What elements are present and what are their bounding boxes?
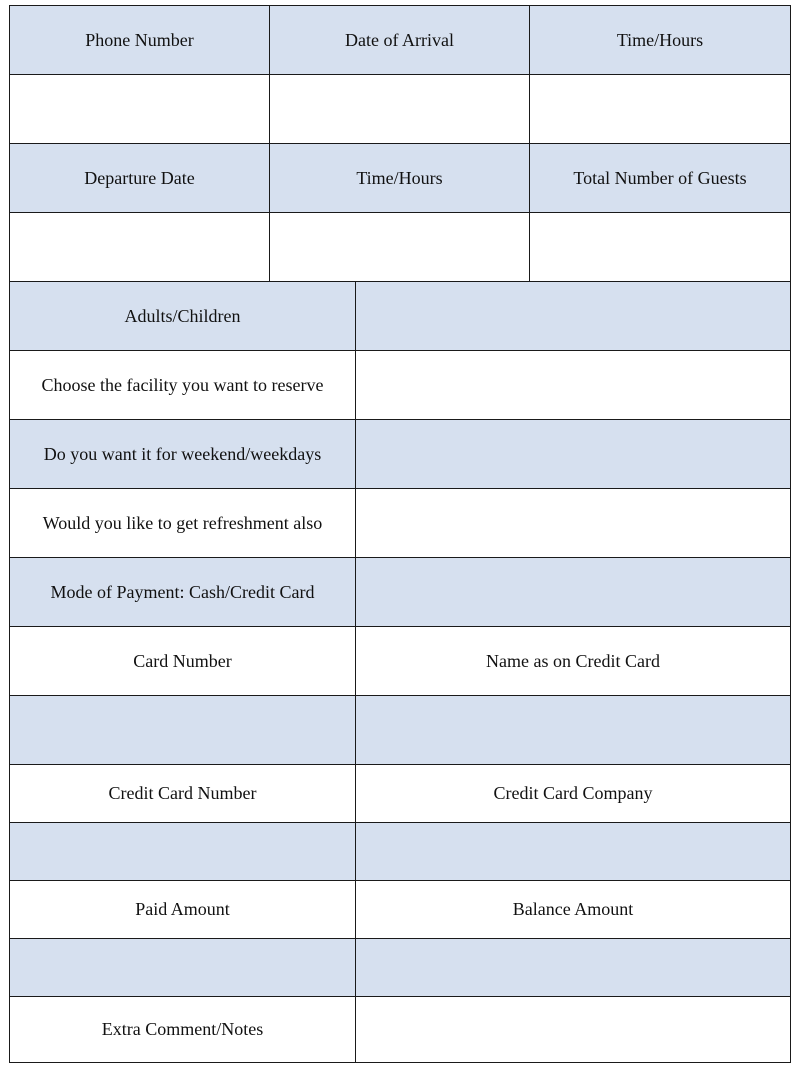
- extra-notes-label: Extra Comment/Notes: [10, 997, 356, 1063]
- arrival-time-field[interactable]: [530, 75, 791, 144]
- departure-time-field[interactable]: [270, 213, 530, 282]
- form-row-departure-guests-inputs: [10, 213, 791, 282]
- form-row-departure-guests: [10, 144, 791, 213]
- cc-company-field[interactable]: [356, 823, 791, 881]
- form-row-refreshment: [10, 489, 791, 558]
- total-guests-label: Total Number of Guests: [530, 144, 791, 213]
- arrival-time-label: Time/Hours: [530, 6, 791, 75]
- form-row-cc-labels: [10, 765, 791, 823]
- form-row-amount-inputs: [10, 939, 791, 997]
- cc-number-field[interactable]: [10, 823, 356, 881]
- form-row-adults-children: [10, 282, 791, 351]
- name-on-card-label: Name as on Credit Card: [356, 627, 791, 696]
- balance-amount-label: Balance Amount: [356, 881, 791, 939]
- total-guests-field[interactable]: [530, 213, 791, 282]
- paid-amount-field[interactable]: [10, 939, 356, 997]
- departure-date-field[interactable]: [10, 213, 270, 282]
- payment-mode-label: Mode of Payment: Cash/Credit Card: [10, 558, 356, 627]
- payment-mode-field[interactable]: [356, 558, 791, 627]
- extra-notes-field[interactable]: [356, 997, 791, 1063]
- form-row-payment-mode: [10, 558, 791, 627]
- weekend-field[interactable]: [356, 420, 791, 489]
- adults-children-field[interactable]: [356, 282, 791, 351]
- form-row-phone-arrival-time: [10, 6, 791, 75]
- form-row-notes: [10, 997, 791, 1063]
- form-row-weekend: [10, 420, 791, 489]
- form-row-card-inputs: [10, 696, 791, 765]
- facility-field[interactable]: [356, 351, 791, 420]
- form-row-cc-inputs: [10, 823, 791, 881]
- balance-amount-field[interactable]: [356, 939, 791, 997]
- form-row-phone-arrival-time-inputs: [10, 75, 791, 144]
- departure-date-label: Departure Date: [10, 144, 270, 213]
- phone-number-label: Phone Number: [10, 6, 270, 75]
- arrival-date-label: Date of Arrival: [270, 6, 530, 75]
- form-row-facility: [10, 351, 791, 420]
- card-number-label: Card Number: [10, 627, 356, 696]
- weekend-label: Do you want it for weekend/weekdays: [10, 420, 356, 489]
- cc-number-label: Credit Card Number: [10, 765, 356, 823]
- facility-label: Choose the facility you want to reserve: [10, 351, 356, 420]
- refreshment-field[interactable]: [356, 489, 791, 558]
- reservation-form-table: [9, 5, 791, 1063]
- cc-company-label: Credit Card Company: [356, 765, 791, 823]
- card-number-field[interactable]: [10, 696, 356, 765]
- name-on-card-field[interactable]: [356, 696, 791, 765]
- arrival-date-field[interactable]: [270, 75, 530, 144]
- paid-amount-label: Paid Amount: [10, 881, 356, 939]
- refreshment-label: Would you like to get refreshment also: [10, 489, 356, 558]
- departure-time-label: Time/Hours: [270, 144, 530, 213]
- form-row-amount-labels: [10, 881, 791, 939]
- form-row-card-labels: [10, 627, 791, 696]
- phone-number-field[interactable]: [10, 75, 270, 144]
- adults-children-label: Adults/Children: [10, 282, 356, 351]
